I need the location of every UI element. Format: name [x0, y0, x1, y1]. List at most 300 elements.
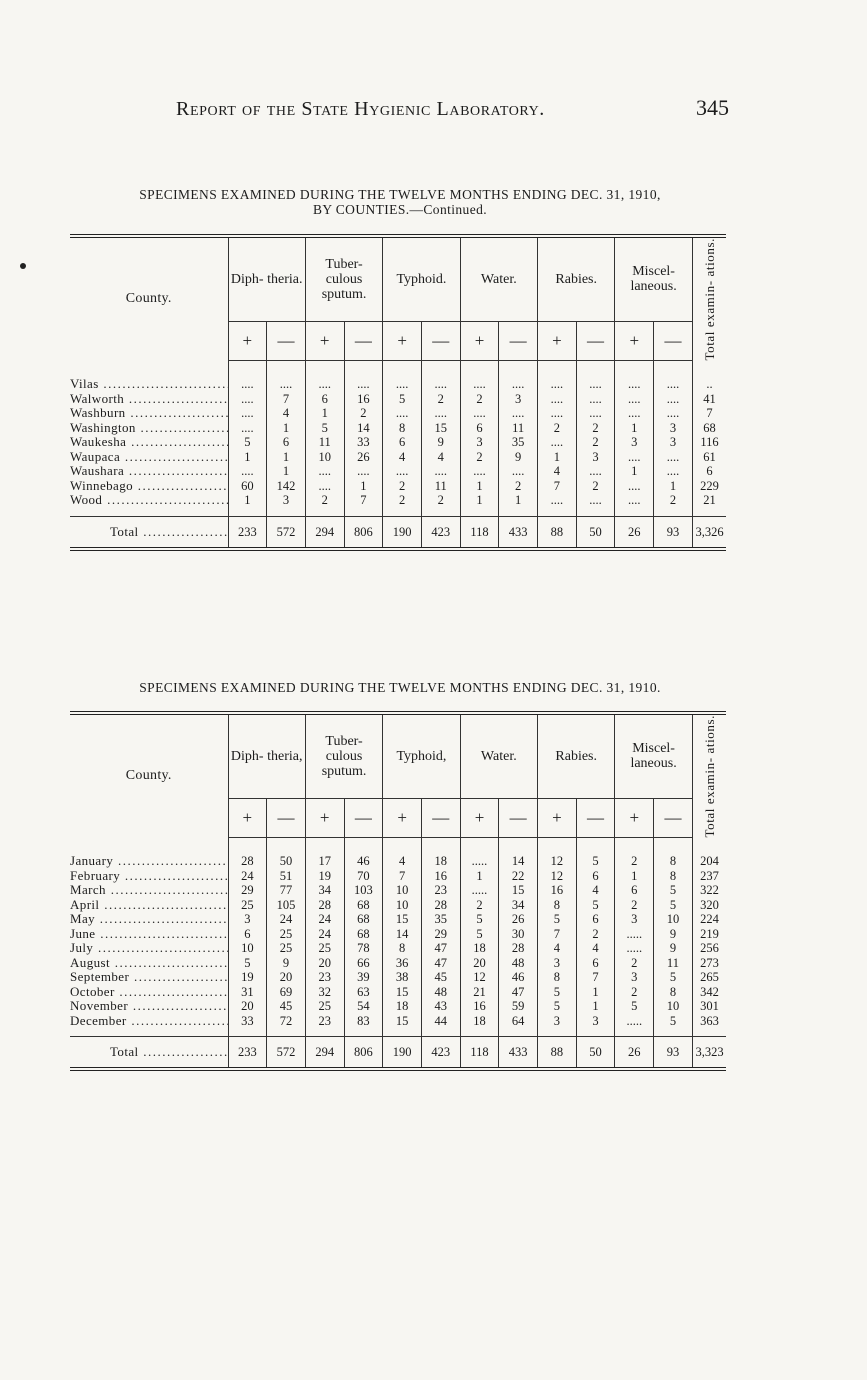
- table-row: [70, 927, 726, 942]
- table-cell: 16: [538, 883, 577, 898]
- table1-caption: [70, 187, 730, 217]
- table-row: [70, 464, 726, 479]
- table-cell: 68: [692, 421, 726, 436]
- table-cell: 7: [576, 970, 615, 985]
- table-cell: ....: [654, 464, 693, 479]
- table-cell: 7: [344, 493, 383, 508]
- total-cell: 50: [576, 1037, 615, 1070]
- table-cell: 4: [267, 406, 306, 421]
- table-cell: 8: [538, 898, 577, 913]
- table-cell: 256: [692, 941, 726, 956]
- table-cell: ....: [615, 392, 654, 407]
- negative-sign: —: [344, 321, 383, 360]
- table-cell: ....: [538, 406, 577, 421]
- table-cell: 1: [615, 464, 654, 479]
- total-cell: 806: [344, 1037, 383, 1070]
- table-cell: 8: [654, 869, 693, 884]
- total-examinations-label: Total examin- ations.: [701, 238, 717, 361]
- table-cell: 1: [267, 464, 306, 479]
- table-row: [70, 421, 726, 436]
- table-row: [70, 854, 726, 869]
- table-cell: 322: [692, 883, 726, 898]
- table-cell: 68: [344, 898, 383, 913]
- positive-sign: +: [305, 798, 344, 837]
- table-cell: 30: [499, 927, 538, 942]
- table2-caption: [70, 680, 730, 695]
- table-cell: 105: [267, 898, 306, 913]
- row-label: Washburn .....: [70, 406, 228, 421]
- table-cell: 10: [383, 883, 422, 898]
- table-cell: 10: [383, 898, 422, 913]
- total-cell: 118: [460, 516, 499, 549]
- row-label: January .....: [70, 854, 228, 869]
- row-label: September .....: [70, 970, 228, 985]
- total-cell: 423: [421, 516, 460, 549]
- group-header: Typhoid.: [383, 236, 460, 321]
- table-cell: 68: [344, 927, 383, 942]
- table-cell: 6: [615, 883, 654, 898]
- table-cell: 8: [538, 970, 577, 985]
- table-cell: ....: [615, 493, 654, 508]
- table-cell: ....: [460, 377, 499, 392]
- monthly-specimens-table: [70, 711, 726, 1071]
- table-cell: ....: [654, 406, 693, 421]
- table-cell: 20: [228, 999, 267, 1014]
- table2-caption-line1: SPECIMENS EXAMINED DURING THE TWELVE MONTHS ENDING DEC. 31, 1910.: [139, 680, 661, 695]
- table-cell: 39: [344, 970, 383, 985]
- table-cell: ....: [305, 479, 344, 494]
- table-cell: 44: [421, 1014, 460, 1029]
- negative-sign: —: [344, 798, 383, 837]
- table-cell: 9: [421, 435, 460, 450]
- table-cell: 45: [421, 970, 460, 985]
- table-row: [70, 970, 726, 985]
- table-cell: 18: [460, 1014, 499, 1029]
- table-cell: 3: [499, 392, 538, 407]
- table-cell: 363: [692, 1014, 726, 1029]
- table-cell: 3: [615, 912, 654, 927]
- table-cell: 35: [499, 435, 538, 450]
- group-header: Tuber- culous sputum.: [305, 236, 382, 321]
- total-cell: 572: [267, 1037, 306, 1070]
- table-cell: 4: [538, 464, 577, 479]
- table-cell: 5: [615, 999, 654, 1014]
- table-cell: 3: [654, 435, 693, 450]
- table-cell: 2: [576, 927, 615, 942]
- table-cell: 3: [615, 970, 654, 985]
- table-cell: ....: [305, 377, 344, 392]
- group-header: Rabies.: [538, 713, 615, 798]
- table-cell: ....: [538, 392, 577, 407]
- row-label: Winnebago .....: [70, 479, 228, 494]
- total-cell: 26: [615, 516, 654, 549]
- table-cell: ....: [538, 435, 577, 450]
- table-cell: 77: [267, 883, 306, 898]
- negative-sign: —: [267, 798, 306, 837]
- table-cell: 116: [692, 435, 726, 450]
- table-cell: 3: [654, 421, 693, 436]
- table-cell: 63: [344, 985, 383, 1000]
- table-cell: 1: [615, 869, 654, 884]
- table-cell: 24: [267, 912, 306, 927]
- table1-caption-line1: SPECIMENS EXAMINED DURING THE TWELVE MONTHS ENDING DEC. 31, 1910,: [139, 187, 661, 202]
- negative-sign: —: [267, 321, 306, 360]
- table-cell: 12: [538, 869, 577, 884]
- table-cell: 2: [460, 898, 499, 913]
- table-cell: 1: [576, 985, 615, 1000]
- table-cell: 5: [538, 985, 577, 1000]
- table-cell: ....: [538, 493, 577, 508]
- table-cell: 2: [654, 493, 693, 508]
- total-cell: 233: [228, 516, 267, 549]
- table-cell: 24: [228, 869, 267, 884]
- table-cell: 142: [267, 479, 306, 494]
- table-cell: 25: [305, 941, 344, 956]
- group-header: Rabies.: [538, 236, 615, 321]
- row-label: April .....: [70, 898, 228, 913]
- table-cell: 15: [383, 1014, 422, 1029]
- table-cell: ....: [421, 464, 460, 479]
- total-examinations-header: [692, 713, 726, 838]
- table-cell: 2: [615, 854, 654, 869]
- group-header: Diph- theria,: [228, 713, 305, 798]
- table-cell: 70: [344, 869, 383, 884]
- table-cell: 69: [267, 985, 306, 1000]
- table-cell: 3: [576, 450, 615, 465]
- table-cell: 20: [460, 956, 499, 971]
- table-cell: 11: [499, 421, 538, 436]
- positive-sign: +: [615, 321, 654, 360]
- table-row: [70, 1014, 726, 1029]
- group-header: Miscel- laneous.: [615, 236, 692, 321]
- table-cell: 1: [615, 421, 654, 436]
- row-label: Vilas .....: [70, 377, 228, 392]
- table-cell: .....: [460, 854, 499, 869]
- row-label: Washington .....: [70, 421, 228, 436]
- table-cell: 5: [460, 912, 499, 927]
- row-label: August .....: [70, 956, 228, 971]
- table-cell: 6: [228, 927, 267, 942]
- table-cell: ....: [460, 464, 499, 479]
- table-cell: 3: [538, 1014, 577, 1029]
- total-cell: 3,323: [692, 1037, 726, 1070]
- table-cell: 68: [344, 912, 383, 927]
- table-cell: 17: [305, 854, 344, 869]
- table-cell: 237: [692, 869, 726, 884]
- row-label: June .....: [70, 927, 228, 942]
- table-cell: 15: [421, 421, 460, 436]
- table-cell: 4: [538, 941, 577, 956]
- table-cell: 48: [499, 956, 538, 971]
- table-cell: 4: [383, 450, 422, 465]
- page-header: [0, 95, 867, 128]
- negative-sign: —: [576, 798, 615, 837]
- county-column-header: County.: [125, 768, 172, 784]
- table-cell: 18: [383, 999, 422, 1014]
- table-cell: 43: [421, 999, 460, 1014]
- table-cell: 34: [499, 898, 538, 913]
- table-cell: 19: [305, 869, 344, 884]
- total-examinations-header: [692, 236, 726, 361]
- table-cell: 5: [654, 1014, 693, 1029]
- row-label: Waukesha .....: [70, 435, 228, 450]
- table-row: [70, 392, 726, 407]
- table-cell: 25: [267, 927, 306, 942]
- table-cell: 25: [267, 941, 306, 956]
- table-cell: 3: [615, 435, 654, 450]
- table-cell: 15: [383, 912, 422, 927]
- table-cell: 2: [499, 479, 538, 494]
- running-title: Report of the State Hygienic Laboratory.: [176, 98, 545, 120]
- table-cell: 265: [692, 970, 726, 985]
- table-cell: 103: [344, 883, 383, 898]
- table-cell: 12: [538, 854, 577, 869]
- table-cell: 320: [692, 898, 726, 913]
- table1-caption-line2: BY COUNTIES.—Continued.: [312, 202, 488, 217]
- table-cell: 2: [615, 956, 654, 971]
- negative-sign: —: [421, 798, 460, 837]
- total-examinations-label: Total examin- ations.: [701, 715, 717, 838]
- total-cell: 3,326: [692, 516, 726, 549]
- total-row: [70, 1037, 726, 1070]
- total-cell: 433: [499, 516, 538, 549]
- table-cell: 23: [305, 970, 344, 985]
- table-cell: 24: [305, 912, 344, 927]
- table-cell: 224: [692, 912, 726, 927]
- table-cell: 18: [460, 941, 499, 956]
- table-cell: ....: [576, 493, 615, 508]
- table-cell: 1: [460, 869, 499, 884]
- table-cell: 21: [692, 493, 726, 508]
- table-cell: 1: [305, 406, 344, 421]
- table-cell: 5: [228, 956, 267, 971]
- table-cell: 1: [228, 450, 267, 465]
- table-row: [70, 912, 726, 927]
- table-cell: 3: [267, 493, 306, 508]
- table-cell: 22: [499, 869, 538, 884]
- row-label: December .....: [70, 1014, 228, 1029]
- table-cell: ....: [615, 479, 654, 494]
- county-column-header: County.: [125, 291, 172, 307]
- table-cell: 5: [654, 898, 693, 913]
- row-label: November .....: [70, 999, 228, 1014]
- table-cell: 20: [267, 970, 306, 985]
- table-cell: 48: [421, 985, 460, 1000]
- table-row: [70, 435, 726, 450]
- positive-sign: +: [228, 798, 267, 837]
- table-cell: ....: [499, 406, 538, 421]
- table-cell: 24: [305, 927, 344, 942]
- total-label: Total .....: [70, 1037, 228, 1070]
- negative-sign: —: [421, 321, 460, 360]
- table-cell: ....: [654, 450, 693, 465]
- table-cell: 5: [654, 883, 693, 898]
- total-cell: 294: [305, 1037, 344, 1070]
- table-cell: 3: [228, 912, 267, 927]
- table-cell: .....: [460, 883, 499, 898]
- table-cell: 16: [344, 392, 383, 407]
- total-cell: 50: [576, 516, 615, 549]
- total-row: [70, 516, 726, 549]
- table-cell: 14: [383, 927, 422, 942]
- table-cell: 7: [383, 869, 422, 884]
- table-cell: 3: [538, 956, 577, 971]
- table-cell: 2: [421, 493, 460, 508]
- table-cell: 342: [692, 985, 726, 1000]
- table-cell: 6: [267, 435, 306, 450]
- table-cell: 2: [344, 406, 383, 421]
- table-cell: 273: [692, 956, 726, 971]
- table-cell: 9: [499, 450, 538, 465]
- group-header: Diph- theria.: [228, 236, 305, 321]
- table-cell: 51: [267, 869, 306, 884]
- positive-sign: +: [538, 321, 577, 360]
- table-cell: 28: [305, 898, 344, 913]
- table-cell: ..: [692, 377, 726, 392]
- total-cell: 190: [383, 516, 422, 549]
- table-cell: ....: [499, 464, 538, 479]
- total-cell: 806: [344, 516, 383, 549]
- table-cell: 4: [383, 854, 422, 869]
- table-cell: 4: [421, 450, 460, 465]
- county-specimens-table: [70, 234, 726, 551]
- table-cell: 5: [460, 927, 499, 942]
- table-row: [70, 999, 726, 1014]
- table-cell: 78: [344, 941, 383, 956]
- table-cell: 16: [460, 999, 499, 1014]
- table-cell: ....: [576, 464, 615, 479]
- row-label: Waupaca .....: [70, 450, 228, 465]
- table-cell: 1: [538, 450, 577, 465]
- row-label: March .....: [70, 883, 228, 898]
- table-cell: 25: [228, 898, 267, 913]
- table-cell: 47: [421, 941, 460, 956]
- total-cell: 88: [538, 1037, 577, 1070]
- group-header: Typhoid,: [383, 713, 460, 798]
- row-label: Walworth .....: [70, 392, 228, 407]
- table-cell: 50: [267, 854, 306, 869]
- table-cell: ....: [615, 406, 654, 421]
- negative-sign: —: [576, 321, 615, 360]
- total-cell: 88: [538, 516, 577, 549]
- table-cell: ....: [421, 377, 460, 392]
- table-row: [70, 377, 726, 392]
- table-cell: 5: [538, 999, 577, 1014]
- table-cell: 6: [383, 435, 422, 450]
- table-row: [70, 493, 726, 508]
- table-cell: 35: [421, 912, 460, 927]
- table-cell: 46: [344, 854, 383, 869]
- table-cell: .....: [615, 927, 654, 942]
- table-cell: 64: [499, 1014, 538, 1029]
- table-cell: 10: [654, 999, 693, 1014]
- table-cell: 1: [228, 493, 267, 508]
- total-cell: 572: [267, 516, 306, 549]
- table-cell: 1: [460, 493, 499, 508]
- table-cell: ....: [615, 450, 654, 465]
- table-cell: 18: [421, 854, 460, 869]
- table-cell: 7: [692, 406, 726, 421]
- total-cell: 118: [460, 1037, 499, 1070]
- table-cell: 1: [499, 493, 538, 508]
- table-cell: ....: [460, 406, 499, 421]
- positive-sign: +: [383, 798, 422, 837]
- table-cell: 28: [421, 898, 460, 913]
- table-cell: 1: [267, 450, 306, 465]
- table-cell: 23: [421, 883, 460, 898]
- positive-sign: +: [460, 321, 499, 360]
- table-cell: 72: [267, 1014, 306, 1029]
- table-cell: 5: [538, 912, 577, 927]
- table-row: [70, 883, 726, 898]
- table-cell: 5: [654, 970, 693, 985]
- table-cell: 5: [576, 898, 615, 913]
- table-cell: 8: [654, 985, 693, 1000]
- table-cell: ....: [538, 377, 577, 392]
- table-cell: 8: [654, 854, 693, 869]
- group-header: Water.: [460, 713, 537, 798]
- table-cell: 31: [228, 985, 267, 1000]
- table-row: [70, 479, 726, 494]
- margin-dot: [20, 263, 26, 269]
- table-cell: 6: [576, 912, 615, 927]
- table-cell: ....: [615, 377, 654, 392]
- positive-sign: +: [460, 798, 499, 837]
- table-row: [70, 869, 726, 884]
- table-cell: 15: [499, 883, 538, 898]
- table-cell: ....: [228, 406, 267, 421]
- table-cell: ....: [228, 421, 267, 436]
- table-row: [70, 941, 726, 956]
- table-cell: 5: [383, 392, 422, 407]
- table-cell: 60: [228, 479, 267, 494]
- row-label: February .....: [70, 869, 228, 884]
- table-cell: 14: [499, 854, 538, 869]
- table-cell: ....: [228, 392, 267, 407]
- row-label: May .....: [70, 912, 228, 927]
- table-row: [70, 956, 726, 971]
- table-cell: 8: [383, 941, 422, 956]
- table-cell: 19: [228, 970, 267, 985]
- table-cell: 28: [228, 854, 267, 869]
- table-cell: 6: [305, 392, 344, 407]
- table-cell: 11: [305, 435, 344, 450]
- total-cell: 423: [421, 1037, 460, 1070]
- table-cell: ....: [383, 377, 422, 392]
- table-cell: 3: [576, 1014, 615, 1029]
- table-cell: 301: [692, 999, 726, 1014]
- table-cell: 66: [344, 956, 383, 971]
- table-cell: 33: [228, 1014, 267, 1029]
- table-cell: ....: [654, 392, 693, 407]
- table-cell: 1: [460, 479, 499, 494]
- table-cell: ....: [228, 464, 267, 479]
- table-cell: 1: [344, 479, 383, 494]
- table-cell: 26: [344, 450, 383, 465]
- total-cell: 233: [228, 1037, 267, 1070]
- table-cell: 9: [654, 927, 693, 942]
- total-cell: 93: [654, 1037, 693, 1070]
- table-cell: 14: [344, 421, 383, 436]
- table-cell: ....: [383, 406, 422, 421]
- table-cell: 54: [344, 999, 383, 1014]
- table-cell: 47: [421, 956, 460, 971]
- table-row: [70, 898, 726, 913]
- positive-sign: +: [538, 798, 577, 837]
- table-cell: 5: [228, 435, 267, 450]
- negative-sign: —: [654, 321, 693, 360]
- table-cell: 38: [383, 970, 422, 985]
